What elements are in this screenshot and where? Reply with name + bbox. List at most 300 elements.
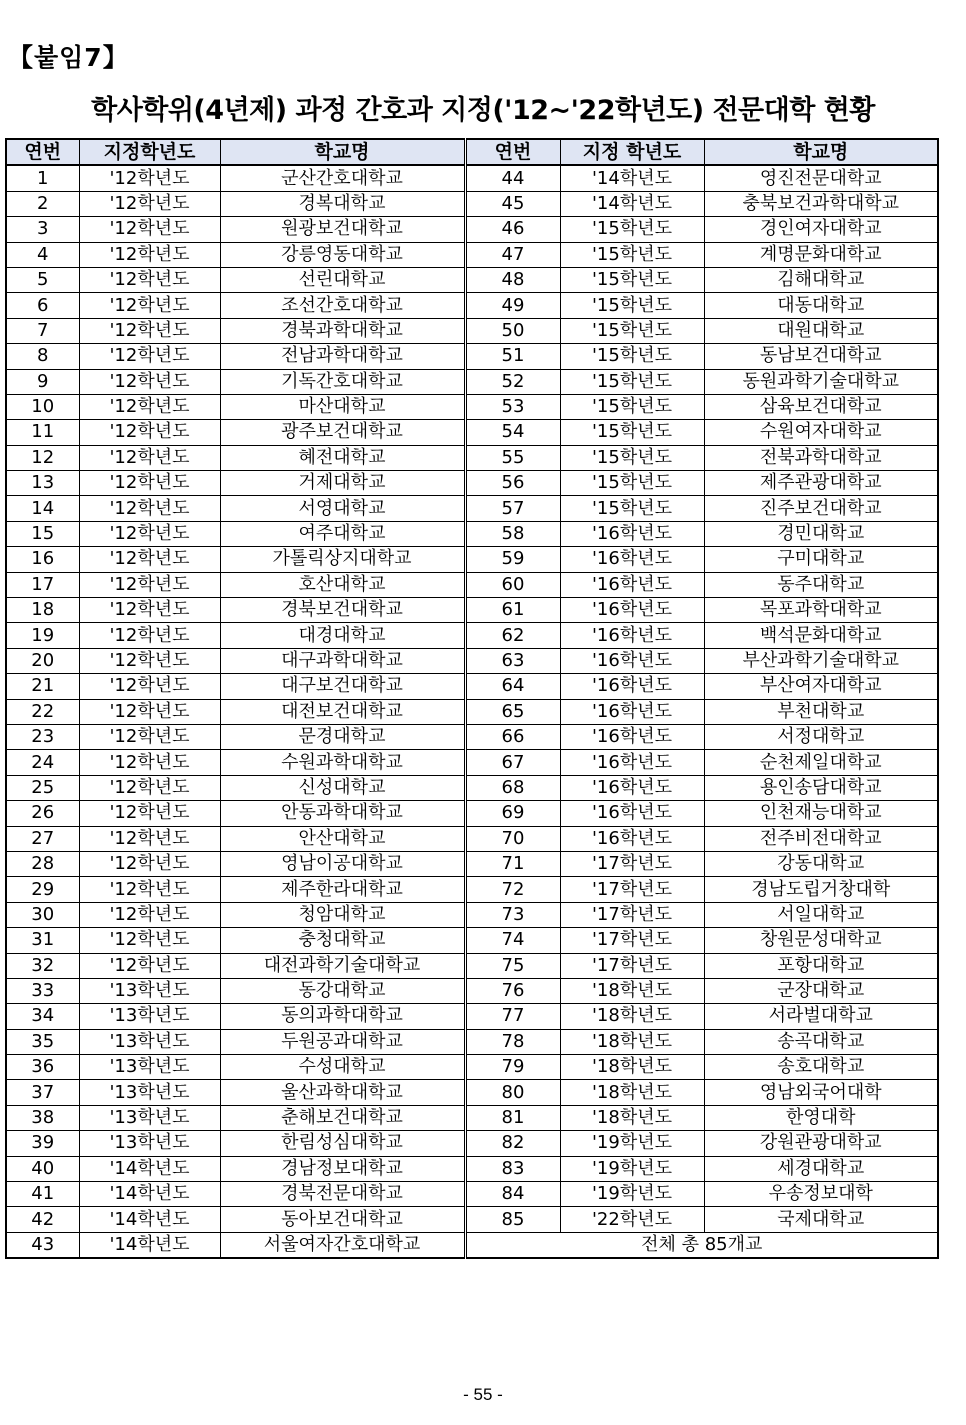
right-row-number: 47 bbox=[465, 242, 560, 267]
page-number: - 55 - bbox=[463, 1385, 503, 1404]
left-school-name: 조선간호대학교 bbox=[220, 293, 465, 318]
left-row-number: 12 bbox=[6, 445, 79, 470]
right-school-name: 백석문화대학교 bbox=[704, 623, 938, 648]
right-row-number: 46 bbox=[465, 217, 560, 242]
right-school-name: 김해대학교 bbox=[704, 267, 938, 292]
right-designation-year: '15학년도 bbox=[560, 242, 704, 267]
right-row-number: 79 bbox=[465, 1055, 560, 1080]
attachment-label: 【붙임7】 bbox=[8, 43, 129, 72]
right-designation-year: '19학년도 bbox=[560, 1156, 704, 1181]
left-designation-year: '13학년도 bbox=[79, 1105, 220, 1130]
left-row-number: 20 bbox=[6, 648, 79, 673]
left-designation-year: '12학년도 bbox=[79, 496, 220, 521]
right-designation-year: '15학년도 bbox=[560, 217, 704, 242]
left-row-number: 4 bbox=[6, 242, 79, 267]
left-school-name: 영남이공대학교 bbox=[220, 851, 465, 876]
left-school-name: 수성대학교 bbox=[220, 1055, 465, 1080]
right-row-number: 70 bbox=[465, 826, 560, 851]
right-row-number: 63 bbox=[465, 648, 560, 673]
left-school-name: 동강대학교 bbox=[220, 978, 465, 1003]
right-school-name: 제주관광대학교 bbox=[704, 471, 938, 496]
left-row-number: 9 bbox=[6, 369, 79, 394]
left-designation-year: '13학년도 bbox=[79, 1004, 220, 1029]
left-designation-year: '12학년도 bbox=[79, 547, 220, 572]
right-school-name: 순천제일대학교 bbox=[704, 750, 938, 775]
table-row bbox=[6, 1232, 938, 1258]
right-row-number: 75 bbox=[465, 953, 560, 978]
table-row bbox=[6, 978, 938, 1003]
right-school-name: 송곡대학교 bbox=[704, 1029, 938, 1054]
header-left-school: 학교명 bbox=[220, 139, 465, 165]
right-row-number: 67 bbox=[465, 750, 560, 775]
left-school-name: 광주보건대학교 bbox=[220, 420, 465, 445]
left-school-name: 수원과학대학교 bbox=[220, 750, 465, 775]
left-designation-year: '12학년도 bbox=[79, 902, 220, 927]
right-designation-year: '16학년도 bbox=[560, 775, 704, 800]
right-school-name: 동남보건대학교 bbox=[704, 344, 938, 369]
table-row bbox=[6, 547, 938, 572]
table-row bbox=[6, 242, 938, 267]
left-designation-year: '12학년도 bbox=[79, 394, 220, 419]
right-designation-year: '18학년도 bbox=[560, 1105, 704, 1130]
right-row-number: 59 bbox=[465, 547, 560, 572]
right-designation-year: '16학년도 bbox=[560, 623, 704, 648]
left-designation-year: '12학년도 bbox=[79, 420, 220, 445]
left-designation-year: '12학년도 bbox=[79, 674, 220, 699]
left-school-name: 안산대학교 bbox=[220, 826, 465, 851]
left-designation-year: '12학년도 bbox=[79, 293, 220, 318]
left-school-name: 서영대학교 bbox=[220, 496, 465, 521]
table-row bbox=[6, 445, 938, 470]
left-school-name: 대전보건대학교 bbox=[220, 699, 465, 724]
right-school-name: 창원문성대학교 bbox=[704, 928, 938, 953]
left-designation-year: '12학년도 bbox=[79, 471, 220, 496]
table-row bbox=[6, 420, 938, 445]
right-row-number: 69 bbox=[465, 801, 560, 826]
left-designation-year: '12학년도 bbox=[79, 953, 220, 978]
left-designation-year: '12학년도 bbox=[79, 724, 220, 749]
left-school-name: 대전과학기술대학교 bbox=[220, 953, 465, 978]
header-right-school: 학교명 bbox=[704, 139, 938, 165]
right-row-number: 52 bbox=[465, 369, 560, 394]
left-school-name: 강릉영동대학교 bbox=[220, 242, 465, 267]
right-designation-year: '15학년도 bbox=[560, 471, 704, 496]
left-row-number: 19 bbox=[6, 623, 79, 648]
right-school-name: 강동대학교 bbox=[704, 851, 938, 876]
right-designation-year: '16학년도 bbox=[560, 826, 704, 851]
left-school-name: 동의과학대학교 bbox=[220, 1004, 465, 1029]
right-row-number: 73 bbox=[465, 902, 560, 927]
left-row-number: 2 bbox=[6, 191, 79, 216]
left-row-number: 7 bbox=[6, 318, 79, 343]
right-row-number: 60 bbox=[465, 572, 560, 597]
left-row-number: 6 bbox=[6, 293, 79, 318]
left-designation-year: '12학년도 bbox=[79, 344, 220, 369]
left-school-name: 두원공과대학교 bbox=[220, 1029, 465, 1054]
right-designation-year: '15학년도 bbox=[560, 496, 704, 521]
table-row bbox=[6, 471, 938, 496]
right-school-name: 부천대학교 bbox=[704, 699, 938, 724]
right-school-name: 군장대학교 bbox=[704, 978, 938, 1003]
table-row bbox=[6, 191, 938, 216]
table-row bbox=[6, 801, 938, 826]
right-row-number: 48 bbox=[465, 267, 560, 292]
right-row-number: 83 bbox=[465, 1156, 560, 1181]
table-row bbox=[6, 902, 938, 927]
left-row-number: 14 bbox=[6, 496, 79, 521]
right-row-number: 54 bbox=[465, 420, 560, 445]
left-designation-year: '13학년도 bbox=[79, 1131, 220, 1156]
right-row-number: 85 bbox=[465, 1207, 560, 1232]
college-table bbox=[5, 138, 939, 1259]
left-designation-year: '12학년도 bbox=[79, 318, 220, 343]
table-row bbox=[6, 724, 938, 749]
right-designation-year: '14학년도 bbox=[560, 191, 704, 216]
table-row bbox=[6, 318, 938, 343]
left-designation-year: '13학년도 bbox=[79, 978, 220, 1003]
right-designation-year: '15학년도 bbox=[560, 293, 704, 318]
left-designation-year: '12학년도 bbox=[79, 826, 220, 851]
right-designation-year: '18학년도 bbox=[560, 1080, 704, 1105]
left-designation-year: '14학년도 bbox=[79, 1182, 220, 1207]
right-school-name: 송호대학교 bbox=[704, 1055, 938, 1080]
left-school-name: 서울여자간호대학교 bbox=[220, 1232, 465, 1258]
right-school-name: 국제대학교 bbox=[704, 1207, 938, 1232]
table-row bbox=[6, 572, 938, 597]
right-school-name: 한영대학 bbox=[704, 1105, 938, 1130]
right-designation-year: '17학년도 bbox=[560, 928, 704, 953]
right-designation-year: '16학년도 bbox=[560, 674, 704, 699]
right-school-name: 계명문화대학교 bbox=[704, 242, 938, 267]
left-designation-year: '12학년도 bbox=[79, 191, 220, 216]
table-row bbox=[6, 521, 938, 546]
table-row bbox=[6, 674, 938, 699]
table-row bbox=[6, 953, 938, 978]
left-school-name: 여주대학교 bbox=[220, 521, 465, 546]
left-designation-year: '12학년도 bbox=[79, 521, 220, 546]
left-row-number: 16 bbox=[6, 547, 79, 572]
left-row-number: 22 bbox=[6, 699, 79, 724]
left-designation-year: '12학년도 bbox=[79, 928, 220, 953]
right-row-number: 78 bbox=[465, 1029, 560, 1054]
right-row-number: 51 bbox=[465, 344, 560, 369]
right-school-name: 세경대학교 bbox=[704, 1156, 938, 1181]
left-row-number: 29 bbox=[6, 877, 79, 902]
right-designation-year: '19학년도 bbox=[560, 1182, 704, 1207]
left-row-number: 1 bbox=[6, 165, 79, 191]
right-row-number: 57 bbox=[465, 496, 560, 521]
left-school-name: 군산간호대학교 bbox=[220, 165, 465, 191]
left-school-name: 원광보건대학교 bbox=[220, 217, 465, 242]
left-row-number: 30 bbox=[6, 902, 79, 927]
left-row-number: 17 bbox=[6, 572, 79, 597]
table-row bbox=[6, 1156, 938, 1181]
right-row-number: 80 bbox=[465, 1080, 560, 1105]
header-left-no: 연번 bbox=[6, 139, 79, 165]
right-row-number: 74 bbox=[465, 928, 560, 953]
table-row bbox=[6, 750, 938, 775]
left-school-name: 호산대학교 bbox=[220, 572, 465, 597]
right-school-name: 서라벌대학교 bbox=[704, 1004, 938, 1029]
header-right-year: 지정 학년도 bbox=[560, 139, 704, 165]
left-designation-year: '12학년도 bbox=[79, 699, 220, 724]
left-school-name: 선린대학교 bbox=[220, 267, 465, 292]
right-row-number: 76 bbox=[465, 978, 560, 1003]
page-title: 학사학위(4년제) 과정 간호과 지정('12~'22학년도) 전문대학 현황 bbox=[91, 95, 875, 126]
right-row-number: 71 bbox=[465, 851, 560, 876]
left-school-name: 마산대학교 bbox=[220, 394, 465, 419]
right-designation-year: '17학년도 bbox=[560, 902, 704, 927]
right-designation-year: '15학년도 bbox=[560, 318, 704, 343]
left-school-name: 신성대학교 bbox=[220, 775, 465, 800]
right-row-number: 68 bbox=[465, 775, 560, 800]
left-designation-year: '14학년도 bbox=[79, 1156, 220, 1181]
left-school-name: 혜전대학교 bbox=[220, 445, 465, 470]
left-row-number: 34 bbox=[6, 1004, 79, 1029]
table-row bbox=[6, 267, 938, 292]
left-school-name: 제주한라대학교 bbox=[220, 877, 465, 902]
left-designation-year: '12학년도 bbox=[79, 623, 220, 648]
right-school-name: 영남외국어대학 bbox=[704, 1080, 938, 1105]
table-row bbox=[6, 165, 938, 191]
left-designation-year: '12학년도 bbox=[79, 598, 220, 623]
right-designation-year: '15학년도 bbox=[560, 445, 704, 470]
right-designation-year: '15학년도 bbox=[560, 369, 704, 394]
table-row bbox=[6, 826, 938, 851]
left-row-number: 15 bbox=[6, 521, 79, 546]
table-row bbox=[6, 928, 938, 953]
right-row-number: 84 bbox=[465, 1182, 560, 1207]
left-school-name: 문경대학교 bbox=[220, 724, 465, 749]
table-row bbox=[6, 1004, 938, 1029]
left-row-number: 33 bbox=[6, 978, 79, 1003]
left-school-name: 경남정보대학교 bbox=[220, 1156, 465, 1181]
right-designation-year: '16학년도 bbox=[560, 521, 704, 546]
right-row-number: 77 bbox=[465, 1004, 560, 1029]
left-school-name: 한림성심대학교 bbox=[220, 1131, 465, 1156]
right-school-name: 전북과학대학교 bbox=[704, 445, 938, 470]
right-designation-year: '16학년도 bbox=[560, 699, 704, 724]
right-school-name: 경민대학교 bbox=[704, 521, 938, 546]
left-designation-year: '12학년도 bbox=[79, 775, 220, 800]
right-school-name: 구미대학교 bbox=[704, 547, 938, 572]
left-school-name: 경북보건대학교 bbox=[220, 598, 465, 623]
right-row-number: 53 bbox=[465, 394, 560, 419]
left-row-number: 13 bbox=[6, 471, 79, 496]
left-row-number: 25 bbox=[6, 775, 79, 800]
left-designation-year: '12학년도 bbox=[79, 801, 220, 826]
right-designation-year: '17학년도 bbox=[560, 851, 704, 876]
table-row bbox=[6, 1080, 938, 1105]
right-school-name: 강원관광대학교 bbox=[704, 1131, 938, 1156]
table-row bbox=[6, 496, 938, 521]
right-school-name: 충북보건과학대학교 bbox=[704, 191, 938, 216]
left-school-name: 경북전문대학교 bbox=[220, 1182, 465, 1207]
left-school-name: 동아보건대학교 bbox=[220, 1207, 465, 1232]
right-designation-year: '16학년도 bbox=[560, 598, 704, 623]
table-row bbox=[6, 699, 938, 724]
right-row-number: 66 bbox=[465, 724, 560, 749]
left-row-number: 8 bbox=[6, 344, 79, 369]
table-row bbox=[6, 217, 938, 242]
table-row bbox=[6, 775, 938, 800]
left-school-name: 경복대학교 bbox=[220, 191, 465, 216]
right-school-name: 부산과학기술대학교 bbox=[704, 648, 938, 673]
right-row-number: 44 bbox=[465, 165, 560, 191]
left-row-number: 21 bbox=[6, 674, 79, 699]
table-row bbox=[6, 648, 938, 673]
right-designation-year: '18학년도 bbox=[560, 1004, 704, 1029]
right-school-name: 경남도립거창대학 bbox=[704, 877, 938, 902]
left-school-name: 안동과학대학교 bbox=[220, 801, 465, 826]
table-row bbox=[6, 293, 938, 318]
left-row-number: 36 bbox=[6, 1055, 79, 1080]
right-school-name: 영진전문대학교 bbox=[704, 165, 938, 191]
table-row bbox=[6, 1055, 938, 1080]
right-designation-year: '16학년도 bbox=[560, 648, 704, 673]
table-row bbox=[6, 851, 938, 876]
left-school-name: 청암대학교 bbox=[220, 902, 465, 927]
left-designation-year: '12학년도 bbox=[79, 267, 220, 292]
right-designation-year: '15학년도 bbox=[560, 420, 704, 445]
table-row bbox=[6, 623, 938, 648]
table-row bbox=[6, 369, 938, 394]
right-row-number: 50 bbox=[465, 318, 560, 343]
left-designation-year: '12학년도 bbox=[79, 369, 220, 394]
left-designation-year: '14학년도 bbox=[79, 1207, 220, 1232]
left-school-name: 대구과학대학교 bbox=[220, 648, 465, 673]
right-school-name: 대원대학교 bbox=[704, 318, 938, 343]
left-row-number: 27 bbox=[6, 826, 79, 851]
left-designation-year: '12학년도 bbox=[79, 648, 220, 673]
left-row-number: 37 bbox=[6, 1080, 79, 1105]
right-school-name: 삼육보건대학교 bbox=[704, 394, 938, 419]
left-row-number: 24 bbox=[6, 750, 79, 775]
left-designation-year: '13학년도 bbox=[79, 1055, 220, 1080]
header-left-year: 지정학년도 bbox=[79, 139, 220, 165]
right-school-name: 대동대학교 bbox=[704, 293, 938, 318]
right-row-number: 45 bbox=[465, 191, 560, 216]
table-row bbox=[6, 1207, 938, 1232]
right-designation-year: '16학년도 bbox=[560, 750, 704, 775]
left-school-name: 전남과학대학교 bbox=[220, 344, 465, 369]
left-row-number: 42 bbox=[6, 1207, 79, 1232]
right-school-name: 전주비전대학교 bbox=[704, 826, 938, 851]
right-designation-year: '15학년도 bbox=[560, 344, 704, 369]
right-designation-year: '17학년도 bbox=[560, 877, 704, 902]
total-count: 전체 총 85개교 bbox=[465, 1232, 938, 1258]
table-row bbox=[6, 598, 938, 623]
right-row-number: 81 bbox=[465, 1105, 560, 1130]
right-designation-year: '15학년도 bbox=[560, 267, 704, 292]
left-designation-year: '12학년도 bbox=[79, 572, 220, 597]
left-row-number: 18 bbox=[6, 598, 79, 623]
right-designation-year: '16학년도 bbox=[560, 724, 704, 749]
left-row-number: 38 bbox=[6, 1105, 79, 1130]
right-school-name: 용인송담대학교 bbox=[704, 775, 938, 800]
left-designation-year: '13학년도 bbox=[79, 1029, 220, 1054]
table-row bbox=[6, 1131, 938, 1156]
left-school-name: 충청대학교 bbox=[220, 928, 465, 953]
right-school-name: 경인여자대학교 bbox=[704, 217, 938, 242]
right-school-name: 진주보건대학교 bbox=[704, 496, 938, 521]
right-school-name: 우송정보대학 bbox=[704, 1182, 938, 1207]
left-school-name: 가톨릭상지대학교 bbox=[220, 547, 465, 572]
right-designation-year: '19학년도 bbox=[560, 1131, 704, 1156]
left-school-name: 대구보건대학교 bbox=[220, 674, 465, 699]
right-designation-year: '16학년도 bbox=[560, 572, 704, 597]
left-designation-year: '12학년도 bbox=[79, 217, 220, 242]
left-designation-year: '12학년도 bbox=[79, 851, 220, 876]
right-school-name: 수원여자대학교 bbox=[704, 420, 938, 445]
right-row-number: 55 bbox=[465, 445, 560, 470]
right-school-name: 서정대학교 bbox=[704, 724, 938, 749]
right-school-name: 포항대학교 bbox=[704, 953, 938, 978]
left-row-number: 28 bbox=[6, 851, 79, 876]
left-designation-year: '13학년도 bbox=[79, 1080, 220, 1105]
right-row-number: 64 bbox=[465, 674, 560, 699]
table-header-row bbox=[6, 139, 938, 165]
left-designation-year: '12학년도 bbox=[79, 165, 220, 191]
left-designation-year: '12학년도 bbox=[79, 750, 220, 775]
right-school-name: 동원과학기술대학교 bbox=[704, 369, 938, 394]
right-school-name: 동주대학교 bbox=[704, 572, 938, 597]
left-row-number: 41 bbox=[6, 1182, 79, 1207]
right-designation-year: '17학년도 bbox=[560, 953, 704, 978]
right-row-number: 56 bbox=[465, 471, 560, 496]
left-row-number: 35 bbox=[6, 1029, 79, 1054]
left-school-name: 기독간호대학교 bbox=[220, 369, 465, 394]
table-row bbox=[6, 344, 938, 369]
right-designation-year: '15학년도 bbox=[560, 394, 704, 419]
right-school-name: 인천재능대학교 bbox=[704, 801, 938, 826]
header-right-no: 연번 bbox=[465, 139, 560, 165]
left-designation-year: '12학년도 bbox=[79, 445, 220, 470]
right-row-number: 62 bbox=[465, 623, 560, 648]
left-school-name: 대경대학교 bbox=[220, 623, 465, 648]
right-row-number: 72 bbox=[465, 877, 560, 902]
left-row-number: 43 bbox=[6, 1232, 79, 1258]
right-designation-year: '16학년도 bbox=[560, 801, 704, 826]
right-row-number: 49 bbox=[465, 293, 560, 318]
right-school-name: 목포과학대학교 bbox=[704, 598, 938, 623]
right-designation-year: '18학년도 bbox=[560, 978, 704, 1003]
right-designation-year: '16학년도 bbox=[560, 547, 704, 572]
right-designation-year: '22학년도 bbox=[560, 1207, 704, 1232]
left-row-number: 11 bbox=[6, 420, 79, 445]
left-row-number: 32 bbox=[6, 953, 79, 978]
left-designation-year: '12학년도 bbox=[79, 242, 220, 267]
right-designation-year: '18학년도 bbox=[560, 1029, 704, 1054]
left-school-name: 거제대학교 bbox=[220, 471, 465, 496]
left-row-number: 23 bbox=[6, 724, 79, 749]
left-row-number: 10 bbox=[6, 394, 79, 419]
table-row bbox=[6, 1182, 938, 1207]
right-school-name: 서일대학교 bbox=[704, 902, 938, 927]
left-row-number: 26 bbox=[6, 801, 79, 826]
left-school-name: 경북과학대학교 bbox=[220, 318, 465, 343]
left-row-number: 31 bbox=[6, 928, 79, 953]
left-row-number: 39 bbox=[6, 1131, 79, 1156]
right-school-name: 부산여자대학교 bbox=[704, 674, 938, 699]
left-school-name: 춘해보건대학교 bbox=[220, 1105, 465, 1130]
right-designation-year: '18학년도 bbox=[560, 1055, 704, 1080]
right-row-number: 65 bbox=[465, 699, 560, 724]
right-designation-year: '14학년도 bbox=[560, 165, 704, 191]
table-row bbox=[6, 1029, 938, 1054]
table-row bbox=[6, 877, 938, 902]
table-row bbox=[6, 1105, 938, 1130]
